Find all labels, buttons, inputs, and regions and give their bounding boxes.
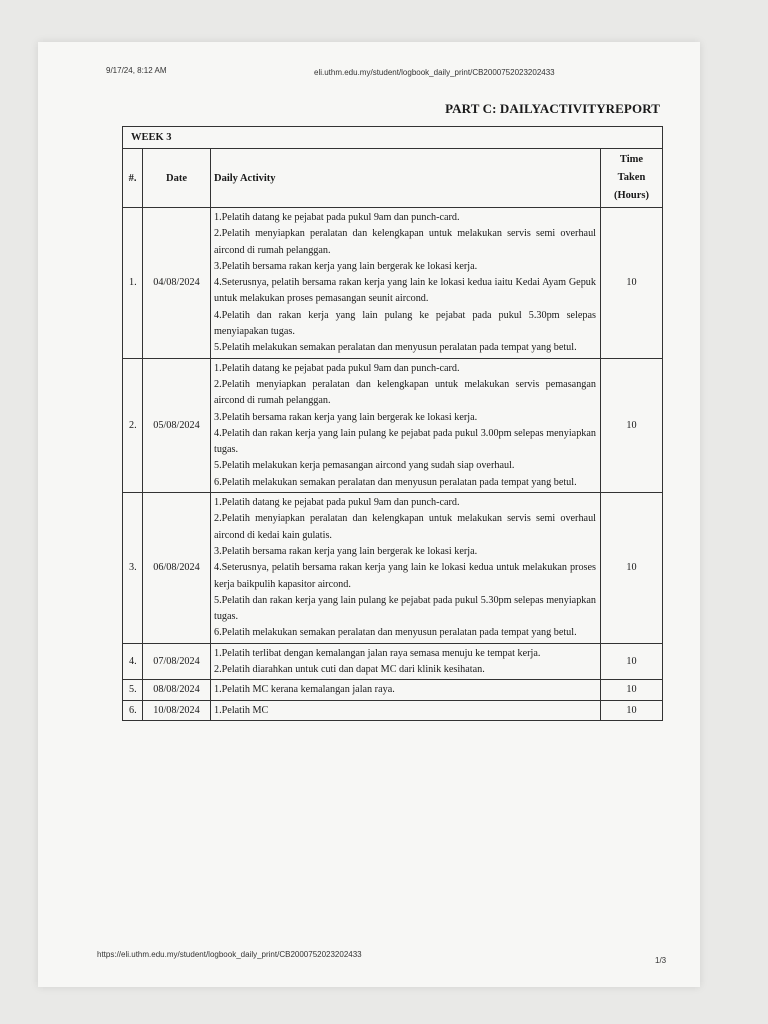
- row-time-taken: 10: [601, 493, 663, 644]
- activity-item: 3.Pelatih bersama rakan kerja yang lain bergerak ke lokasi kerja.: [214, 545, 478, 557]
- activity-item: 4.Seterusnya, pelatih bersama rakan kerja yang lain ke lokasi kedua iaitu Kedai Ayam Gepuk untuk melakukan proses pemasangan seunit aircond.: [214, 277, 596, 305]
- print-footer-url: https://eli.uthm.edu.my/student/logbook_daily_print/CB2000752023202433: [97, 950, 362, 959]
- table-row: [123, 208, 663, 359]
- activity-item: 1.Pelatih datang ke pejabat pada pukul 9am dan punch-card.: [214, 212, 460, 223]
- row-number: 4.: [123, 643, 143, 680]
- activity-item: 1.Pelatih MC kerana kemalangan jalan raya.: [214, 684, 395, 696]
- table-body: [123, 208, 663, 721]
- activity-item: 3.Pelatih bersama rakan kerja yang lain bergerak ke lokasi kerja.: [214, 260, 478, 272]
- activity-item: 2.Pelatih menyiapkan peralatan dan kelengkapan untuk melakukan servis semi overhaul aircond di kedai kain gulatis.: [214, 513, 596, 541]
- week-label: WEEK 3: [123, 127, 663, 149]
- header-time-taken: [601, 149, 663, 208]
- row-date: 07/08/2024: [143, 643, 211, 680]
- activity-item: 1.Pelatih terlibat dengan kemalangan jalan raya semasa menuju ke tempat kerja.: [214, 647, 541, 659]
- row-activities: [211, 700, 601, 720]
- row-activities: [211, 493, 601, 644]
- page-number: 1/3: [655, 956, 667, 965]
- row-date: 04/08/2024: [143, 208, 211, 359]
- activity-item: 4.Seterusnya, pelatih bersama rakan kerja yang lain ke lokasi kedua untuk melakukan proses kerja baikpulih kapasitor aircond.: [214, 562, 596, 590]
- header-time-line3: (Hours): [614, 190, 649, 201]
- row-number: 2.: [123, 358, 143, 492]
- table-row: [123, 493, 663, 644]
- row-time-taken: 10: [601, 208, 663, 359]
- row-activities: [211, 643, 601, 680]
- activity-item: 3.Pelatih bersama rakan kerja yang lain bergerak ke lokasi kerja.: [214, 411, 478, 423]
- header-time-line2: Taken: [617, 172, 646, 183]
- daily-activity-table: [122, 126, 663, 721]
- activity-item: 5.Pelatih melakukan kerja pemasangan aircond yang sudah siap overhaul.: [214, 460, 515, 472]
- row-number: 3.: [123, 493, 143, 644]
- week-row: [123, 127, 663, 149]
- row-date: 06/08/2024: [143, 493, 211, 644]
- header-activity: Daily Activity: [211, 149, 601, 208]
- activity-item: 5.Pelatih dan rakan kerja yang lain pulang ke pejabat pada pukul 5.30pm selepas menyiapkan tugas.: [214, 594, 596, 623]
- report-title: PART C: DAILYACTIVITYREPORT: [445, 101, 660, 116]
- row-date: 08/08/2024: [143, 680, 211, 700]
- table-row: [123, 700, 663, 720]
- header-num: #.: [123, 149, 143, 208]
- activity-item: 5.Pelatih melakukan semakan peralatan dan menyusun peralatan pada tempat yang betul.: [214, 342, 577, 354]
- activity-item: 4.Pelatih dan rakan kerja yang lain pulang ke pejabat pada pukul 3.00pm selepas menyiapkan tugas.: [214, 427, 596, 456]
- row-time-taken: 10: [601, 680, 663, 700]
- activity-item: 1.Pelatih datang ke pejabat pada pukul 9am dan punch-card.: [214, 362, 460, 374]
- row-activities: [211, 358, 601, 492]
- table-row: [123, 680, 663, 700]
- row-time-taken: 10: [601, 700, 663, 720]
- activity-item: 1.Pelatih datang ke pejabat pada pukul 9am dan punch-card.: [214, 497, 460, 509]
- row-date: 10/08/2024: [143, 700, 211, 720]
- header-row: [123, 149, 663, 208]
- row-time-taken: 10: [601, 358, 663, 492]
- table-row: [123, 643, 663, 680]
- activity-item: 2.Pelatih menyiapkan peralatan dan kelengkapan untuk melakukan servis semi overhaul aircond di rumah pelanggan.: [214, 228, 596, 256]
- row-date: 05/08/2024: [143, 358, 211, 492]
- print-datetime: 9/17/24, 8:12 AM: [106, 66, 167, 75]
- row-time-taken: 10: [601, 643, 663, 680]
- activity-item: 4.Pelatih dan rakan kerja yang lain pulang ke pejabat pada pukul 5.30pm selepas menyiapakan tugas.: [214, 309, 596, 338]
- row-number: 1.: [123, 208, 143, 359]
- row-activities: [211, 208, 601, 359]
- header-time-line1: Time: [619, 154, 644, 165]
- header-date: Date: [143, 149, 211, 208]
- row-number: 6.: [123, 700, 143, 720]
- row-number: 5.: [123, 680, 143, 700]
- activity-item: 6.Pelatih melakukan semakan peralatan dan menyusun peralatan pada tempat yang betul.: [214, 476, 577, 488]
- activity-item: 2.Pelatih menyiapkan peralatan dan kelengkapan untuk melakukan servis pemasangan aircond di rumah pelanggan.: [214, 378, 596, 407]
- activity-item: 2.Pelatih diarahkan untuk cuti dan dapat MC dari klinik kesihatan.: [214, 664, 485, 676]
- row-activities: [211, 680, 601, 700]
- activity-item: 6.Pelatih melakukan semakan peralatan dan menyusun peralatan pada tempat yang betul.: [214, 627, 577, 639]
- print-header-url: eli.uthm.edu.my/student/logbook_daily_print/CB2000752023202433: [314, 68, 555, 77]
- activity-item: 1.Pelatih MC: [214, 704, 269, 716]
- table-row: [123, 358, 663, 492]
